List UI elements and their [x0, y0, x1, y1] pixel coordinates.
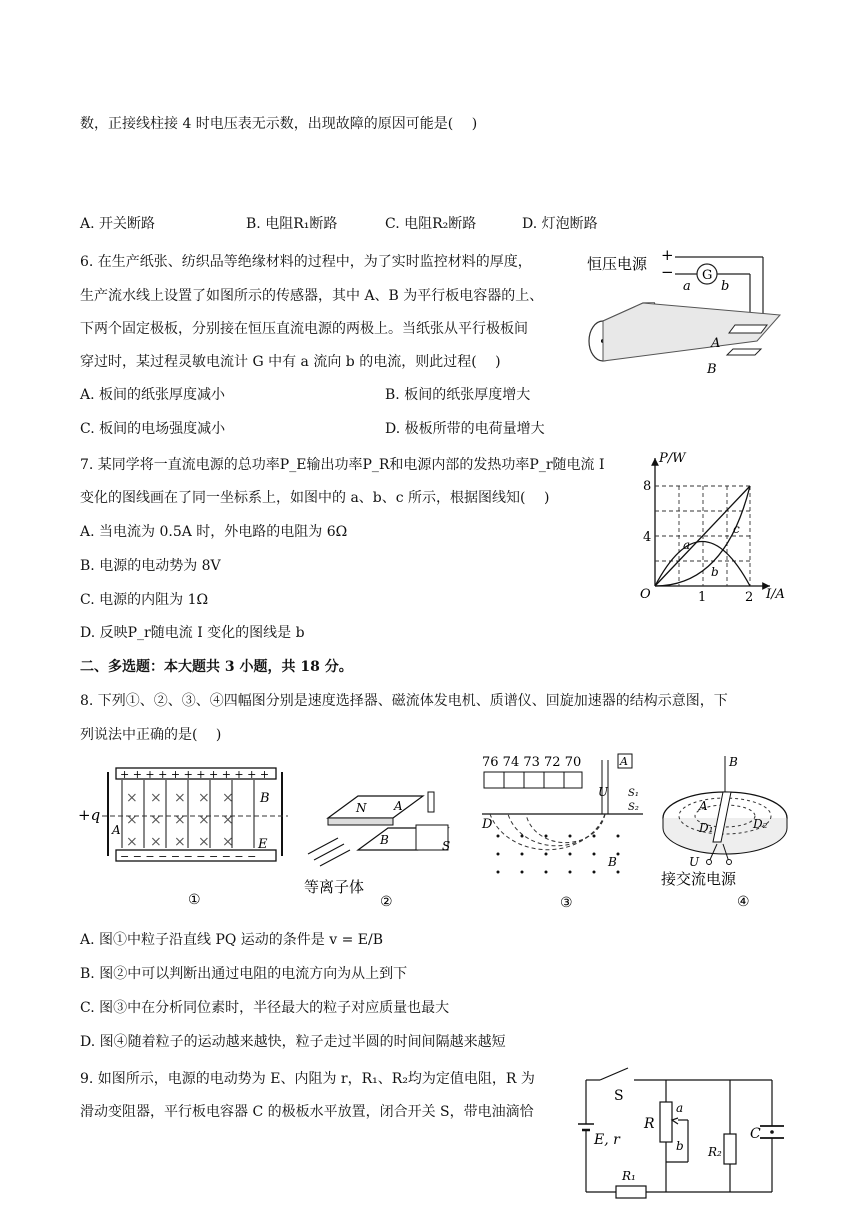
- svg-text:A: A: [394, 799, 403, 813]
- q8-stem-line-1: 8. 下列①、②、③、④四幅图分别是速度选择器、磁流体发电机、质谱仪、回旋加速器的结构示意图，下: [80, 693, 728, 709]
- svg-text:U: U: [598, 785, 609, 799]
- q5-option-b: B. 电阻R₁断路: [246, 216, 338, 232]
- svg-text:A: A: [112, 823, 121, 837]
- q6-power-label: 恒压电源: [587, 255, 648, 273]
- q8-option-a: A. 图①中粒子沿直线 PQ 运动的条件是 v = E/B: [80, 932, 384, 948]
- svg-text:×: ×: [174, 834, 186, 850]
- q5-option-a: A. 开关断路: [80, 216, 156, 232]
- svg-text:×: ×: [150, 790, 162, 806]
- svg-text:− − − − − − − − − − −: − − − − − − − − − − −: [120, 850, 257, 863]
- svg-text:①: ①: [188, 892, 201, 908]
- q7-option-a: A. 当电流为 0.5A 时，外电路的电阻为 6Ω: [80, 524, 348, 540]
- svg-text:+ + + + + + + + + + + +: + + + + + + + + + + + +: [120, 768, 270, 781]
- svg-text:×: ×: [198, 790, 210, 806]
- svg-text:A: A: [699, 799, 708, 813]
- q7-stem-line-1: 7. 某同学将一直流电源的总功率P_E输出功率P_R和电源内部的发热功率P_r随电流 I: [80, 457, 605, 473]
- svg-text:S: S: [442, 839, 451, 853]
- q5-option-c: C. 电阻R₂断路: [385, 216, 477, 232]
- q9-circuit-diagram: [578, 1062, 788, 1202]
- svg-text:P/W: P/W: [659, 451, 686, 466]
- svg-text:×: ×: [126, 812, 138, 828]
- q6-stem-line-4: 穿过时，某过程灵敏电流计 G 中有 a 流向 b 的电流，则此过程( ): [80, 354, 501, 370]
- svg-text:E: E: [258, 837, 268, 852]
- svg-text:A: A: [620, 755, 628, 768]
- svg-text:×: ×: [174, 812, 186, 828]
- svg-text:B: B: [707, 362, 717, 377]
- q5-stem-tail: 数，正接线柱接 4 时电压表无示数，出现故障的原因可能是( ): [80, 116, 478, 132]
- svg-text:B: B: [729, 755, 738, 769]
- svg-text:D₂: D₂: [753, 817, 768, 831]
- svg-text:R₁: R₁: [622, 1169, 636, 1183]
- svg-text:a: a: [676, 1101, 684, 1115]
- svg-text:S₂: S₂: [628, 802, 639, 813]
- svg-text:②: ②: [380, 894, 393, 910]
- q6-option-c: C. 板间的电场强度减小: [80, 421, 226, 437]
- svg-text:×: ×: [150, 834, 162, 850]
- svg-text:E, r: E, r: [594, 1132, 620, 1148]
- q8-stem-line-2: 列说法中正确的是( ): [80, 727, 222, 743]
- q5-option-d: D. 灯泡断路: [522, 216, 598, 232]
- q7-stem-line-2: 变化的图线画在了同一坐标系上，如图中的 a、b、c 所示，根据图线知( ): [80, 490, 550, 506]
- svg-text:a: a: [683, 279, 691, 294]
- svg-text:b: b: [711, 565, 719, 579]
- svg-text:④: ④: [737, 894, 750, 910]
- svg-text:G: G: [702, 268, 713, 283]
- q7-option-b: B. 电源的电动势为 8V: [80, 558, 221, 574]
- q6-option-b: B. 板间的纸张厚度增大: [385, 387, 531, 403]
- q8-figure-4-cyclotron: [655, 752, 800, 910]
- svg-text:+q: +q: [78, 806, 101, 824]
- svg-text:C: C: [750, 1126, 761, 1142]
- svg-text:8: 8: [643, 479, 652, 494]
- svg-text:×: ×: [126, 790, 138, 806]
- curve-b: [655, 542, 750, 587]
- svg-text:−: −: [661, 263, 674, 281]
- svg-text:O: O: [640, 587, 651, 602]
- q7-option-d: D. 反映P_r随电流 I 变化的图线是 b: [80, 625, 305, 641]
- svg-text:D: D: [482, 817, 493, 832]
- svg-text:×: ×: [222, 790, 234, 806]
- svg-text:D₁: D₁: [699, 821, 714, 835]
- q8-option-b: B. 图②中可以判断出通过电阻的电流方向为从上到下: [80, 966, 408, 982]
- svg-text:2: 2: [745, 590, 754, 605]
- q6-stem-line-3: 下两个固定极板，分别接在恒压直流电源的两极上。当纸张从平行极板间: [80, 321, 528, 337]
- svg-text:×: ×: [222, 812, 234, 828]
- svg-text:×: ×: [174, 790, 186, 806]
- q6-stem-line-2: 生产流水线上设置了如图所示的传感器，其中 A、B 为平行板电容器的上、: [80, 288, 544, 304]
- svg-text:76 74 73 72 70: 76 74 73 72 70: [482, 755, 582, 770]
- svg-text:1: 1: [698, 590, 707, 605]
- q6-stem-line-1: 6. 在生产纸张、纺织品等绝缘材料的过程中，为了实时监控材料的厚度，: [80, 254, 532, 270]
- svg-text:S₁: S₁: [628, 788, 639, 799]
- svg-text:③: ③: [560, 895, 573, 911]
- svg-text:A: A: [711, 336, 721, 351]
- svg-text:S: S: [614, 1088, 624, 1104]
- svg-text:×: ×: [126, 834, 138, 850]
- svg-text:B: B: [608, 855, 617, 869]
- q6-sensor-figure: [585, 245, 785, 380]
- svg-text:R: R: [644, 1116, 655, 1132]
- svg-text:N: N: [356, 801, 367, 815]
- svg-text:4: 4: [643, 530, 652, 545]
- q8-figure-2-mhd-generator: [298, 770, 473, 910]
- svg-text:B: B: [260, 791, 270, 806]
- svg-text:×: ×: [150, 812, 162, 828]
- svg-text:B: B: [380, 833, 389, 847]
- q6-option-d: D. 极板所带的电荷量增大: [385, 421, 545, 437]
- q7-power-graph: [635, 448, 795, 608]
- q6-option-a: A. 板间的纸张厚度减小: [80, 387, 226, 403]
- svg-text:a: a: [683, 538, 691, 552]
- q7-option-c: C. 电源的内阻为 1Ω: [80, 592, 209, 608]
- svg-text:×: ×: [198, 812, 210, 828]
- svg-text:+: +: [661, 246, 674, 264]
- svg-text:U: U: [689, 855, 700, 869]
- q8-figure-3-mass-spectrometer: [478, 752, 648, 910]
- q8-figure-1-velocity-selector: [78, 760, 288, 910]
- q8-option-c: C. 图③中在分析同位素时，半径最大的粒子对应质量也最大: [80, 1000, 450, 1016]
- svg-text:b: b: [721, 279, 730, 294]
- svg-text:接交流电源: 接交流电源: [661, 870, 737, 888]
- svg-text:b: b: [676, 1139, 684, 1153]
- svg-text:等离子体: 等离子体: [304, 878, 365, 896]
- svg-text:c: c: [733, 522, 740, 536]
- svg-text:R₂: R₂: [708, 1145, 722, 1159]
- svg-text:×: ×: [198, 834, 210, 850]
- svg-text:I/A: I/A: [766, 587, 785, 602]
- q9-stem-line-1: 9. 如图所示，电源的电动势为 E、内阻为 r，R₁、R₂均为定值电阻，R 为: [80, 1071, 535, 1087]
- q8-option-d: D. 图④随着粒子的运动越来越快，粒子走过半圆的时间间隔越来越短: [80, 1034, 506, 1050]
- section-heading-multi-choice: 二、多选题：本大题共 3 小题，共 18 分。: [80, 659, 353, 675]
- q9-stem-line-2: 滑动变阻器，平行板电容器 C 的极板水平放置，闭合开关 S，带电油滴恰: [80, 1104, 534, 1120]
- svg-text:×: ×: [222, 834, 234, 850]
